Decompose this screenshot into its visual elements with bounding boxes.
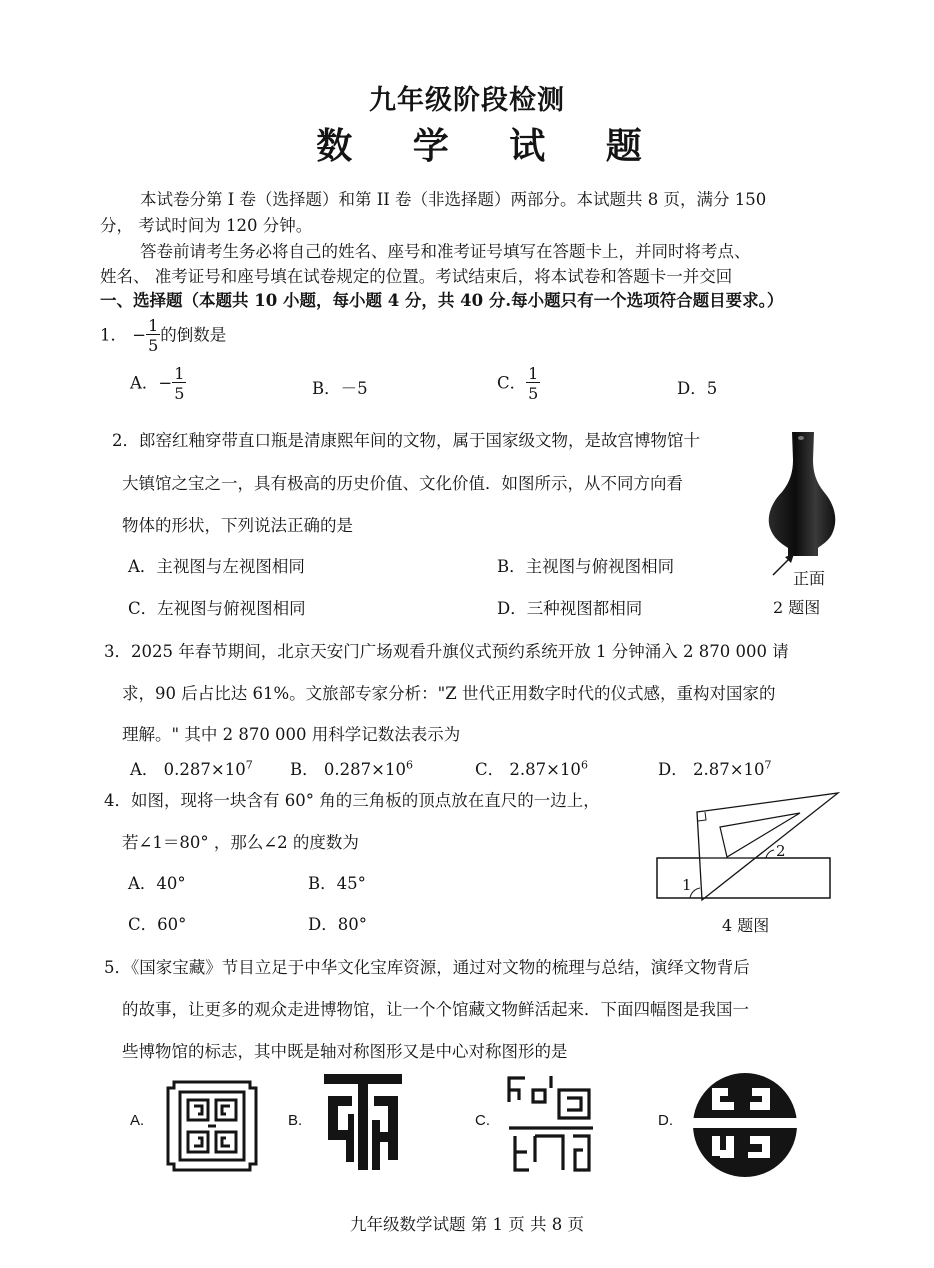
intro-line-2: 分， 考试时间为 120 分钟。 [100, 216, 313, 235]
q4-option-d[interactable]: D．80° [308, 915, 367, 934]
q5-option-a-label[interactable]: A. [130, 1112, 145, 1129]
q5-line-2: 的故事，让更多的观众走进博物馆，让一个个馆藏文物鲜活起来．下面四幅图是我国一 [122, 1000, 749, 1019]
q1-text: 的倒数是 [160, 325, 227, 345]
q5-option-c-label[interactable]: C. [475, 1112, 490, 1129]
q1-stem [100, 318, 226, 354]
q4-caption: 4 题图 [722, 916, 770, 935]
q3-line-2: 求，90 后占比达 61%。文旅部专家分析："Z 世代正用数字时代的仪式感，重构对国家的 [122, 684, 776, 703]
museum-logo-d[interactable] [690, 1070, 800, 1180]
q3-option-b[interactable]: B． $0.287\times 10^6$ [290, 758, 413, 779]
q1-sign: − [132, 325, 147, 345]
q5-option-b-label[interactable]: B. [288, 1112, 303, 1129]
q5-line-3: 些博物馆的标志，其中既是轴对称图形又是中心对称图形的是 [122, 1042, 568, 1061]
intro-line-3: 答卷前请考生务必将自己的姓名、座号和准考证号填写在答题卡上，并同时将考点、 [140, 242, 751, 261]
q4-option-a[interactable]: A．40° [128, 874, 186, 893]
q4-line-2: 若∠1＝80° ，那么∠2 的度数为 [122, 833, 359, 852]
q1-option-c[interactable]: C． $\frac{1}{5}$ [497, 364, 539, 403]
q4-line-1: 4．如图，现将一块含有 60° 角的三角板的顶点放在直尺的一边上， [104, 791, 600, 810]
q3-line-1: 3．2025 年春节期间，北京天安门广场观看升旗仪式预约系统开放 1 分钟涌入 2 870 000 请 [104, 642, 789, 661]
ruler-triangle-figure [650, 790, 840, 910]
q2-option-c[interactable]: C．左视图与俯视图相同 [128, 599, 306, 618]
q3-option-a[interactable]: A． $0.287\times 10^7$ [130, 758, 253, 779]
museum-logo-c[interactable] [505, 1072, 597, 1176]
q3-option-c[interactable]: C． $2.87\times 10^6$ [475, 758, 588, 779]
q1-option-a[interactable]: A．− $\frac{1}{5}$ [130, 364, 185, 403]
q1-fraction: $\frac{1}{5}$ [148, 316, 159, 355]
angle2-arc [766, 850, 774, 858]
q1-option-d[interactable]: D．5 [677, 379, 718, 398]
q2-caption: 2 题图 [773, 598, 821, 617]
angle2-label: 2 [776, 842, 786, 860]
q5-line-1: 5．《国家宝藏》节目立足于中华文化宝库资源，通过对文物的梳理与总结，演绎文物背后 [104, 958, 750, 977]
angle1-label: 1 [682, 876, 692, 894]
q2-option-d[interactable]: D．三种视图都相同 [497, 599, 643, 618]
page-footer: 九年级数学试题 第 1 页 共 8 页 [350, 1215, 584, 1234]
q5-option-d-label[interactable]: D. [658, 1112, 673, 1129]
front-label: 正面 [793, 569, 826, 588]
q2-option-a[interactable]: A．主视图与左视图相同 [128, 557, 305, 576]
q3-option-d[interactable]: D． $2.87\times 10^7$ [658, 758, 772, 779]
intro-line-1: 本试卷分第 I 卷（选择题）和第 II 卷（非选择题）两部分。本试题共 8 页，满分 150 [140, 190, 767, 209]
q4-option-b[interactable]: B．45° [308, 874, 366, 893]
q2-line-1: 2．郎窑红釉穿带直口瓶是清康熙年间的文物，属于国家级文物，是故宫博物馆十 [112, 431, 700, 450]
q3-line-3: 理解。" 其中 2 870 000 用科学记数法表示为 [122, 725, 461, 744]
q1-option-b[interactable]: B．－5 [312, 379, 368, 398]
q2-option-b[interactable]: B．主视图与俯视图相同 [497, 557, 675, 576]
q2-line-3: 物体的形状，下列说法正确的是 [122, 516, 353, 535]
museum-logo-a[interactable] [160, 1074, 264, 1178]
exam-title: 数 学 试 题 [316, 125, 666, 167]
museum-logo-b[interactable] [320, 1070, 406, 1174]
intro-line-4: 姓名、 准考证号和座号填在试卷规定的位置。考试结束后，将本试卷和答题卡一并交回 [100, 267, 733, 286]
section-heading: 一、选择题（本题共 10 小题，每小题 4 分，共 40 分.每小题只有一个选项符合题目要求。） [100, 291, 784, 310]
q4-option-c[interactable]: C．60° [128, 915, 187, 934]
q1-number: 1． [100, 325, 127, 345]
exam-subtitle: 九年级阶段检测 [369, 85, 565, 116]
q2-line-2: 大镇馆之宝之一，具有极高的历史价值、文化价值．如图所示，从不同方向看 [122, 474, 683, 493]
set-square-outer [697, 793, 838, 900]
